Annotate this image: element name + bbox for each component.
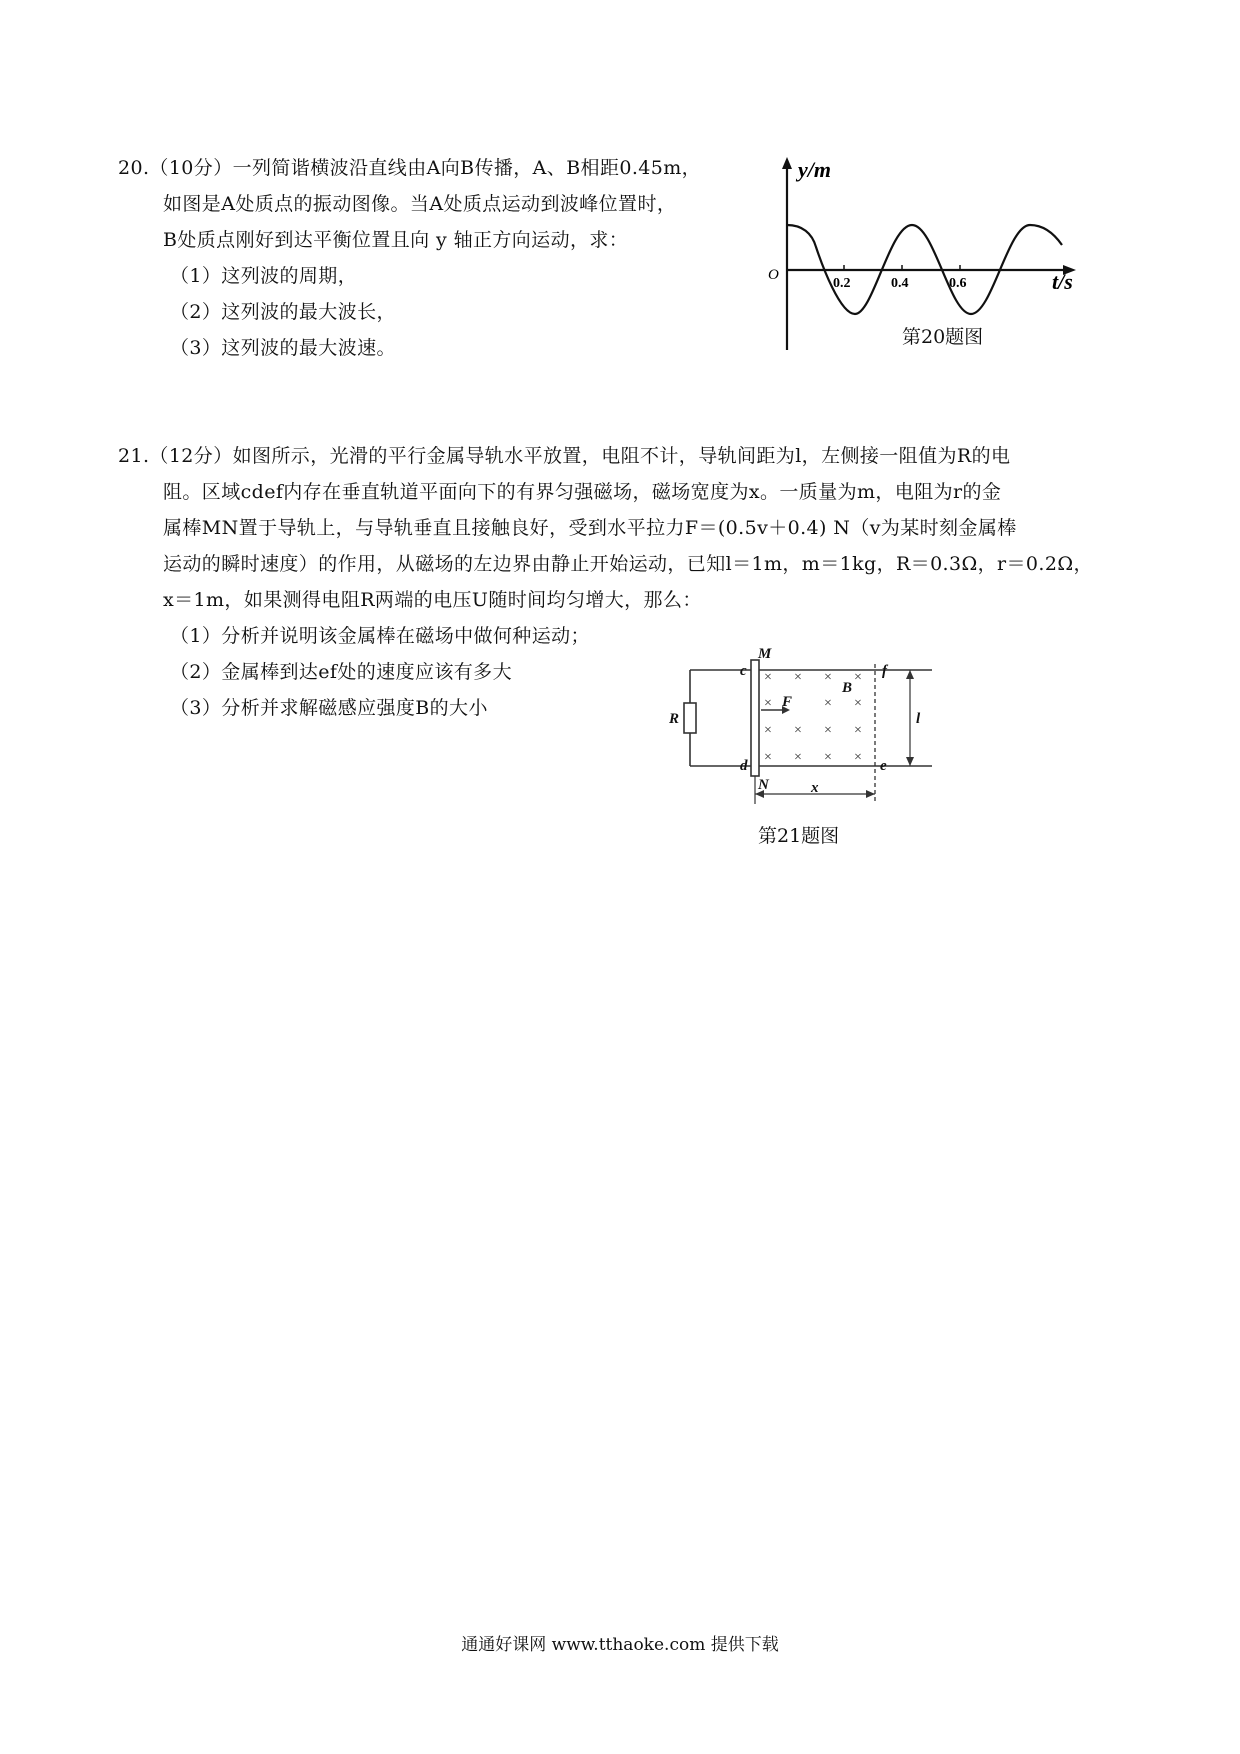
- t-axis-label: t/s: [1052, 269, 1073, 294]
- q20-line-3: B处质点刚好到达平衡位置且向 y 轴正方向运动，求：: [163, 229, 629, 251]
- label-f: f: [882, 663, 887, 679]
- metal-rod-mn: [751, 660, 759, 776]
- origin-label: O: [768, 267, 779, 283]
- field-cross: ×: [854, 723, 862, 738]
- label-e: e: [880, 758, 887, 774]
- field-cross: ×: [794, 750, 802, 765]
- label-x: x: [811, 780, 819, 796]
- q21-line-1: 21.（12分）如图所示，光滑的平行金属导轨水平放置，电阻不计，导轨间距为l，左侧接一阻值为R的电: [118, 445, 1011, 467]
- field-cross: ×: [794, 723, 802, 738]
- label-m: M: [758, 646, 772, 662]
- field-cross: ×: [794, 670, 802, 685]
- q21-figure-caption: 第21题图: [758, 825, 840, 847]
- q21-line-5: x＝1m，如果测得电阻R两端的电压U随时间均匀增大，那么：: [163, 589, 702, 611]
- label-l: l: [916, 711, 921, 727]
- field-cross: ×: [854, 750, 862, 765]
- field-cross: ×: [824, 723, 832, 738]
- label-n: N: [758, 777, 769, 793]
- field-cross: ×: [764, 723, 772, 738]
- field-cross: ×: [824, 696, 832, 711]
- resistor-r: [684, 703, 696, 733]
- field-cross: ×: [824, 670, 832, 685]
- y-axis-label: y/m: [798, 157, 831, 182]
- tick-label: 0.6: [949, 276, 967, 291]
- field-cross: ×: [764, 750, 772, 765]
- field-cross: ×: [854, 670, 862, 685]
- q21-subq-3: （3）分析并求解磁感应强度B的大小: [170, 697, 488, 719]
- q21-line-4: 运动的瞬时速度）的作用，从磁场的左边界由静止开始运动，已知l＝1m，m＝1kg，R＝0.3Ω，r＝0.2Ω，: [163, 553, 1093, 575]
- field-cross: ×: [764, 670, 772, 685]
- q21-line-3: 属棒MN置于导轨上，与导轨垂直且接触良好，受到水平拉力F＝(0.5v＋0.4) N（v为某时刻金属棒: [163, 517, 1017, 539]
- q21-subq-2: （2）金属棒到达ef处的速度应该有多大: [170, 661, 512, 683]
- q21-line-2: 阻。区域cdef内存在垂直轨道平面向下的有界匀强磁场，磁场宽度为x。一质量为m，电阻为r的金: [163, 481, 1002, 503]
- label-f-force: F: [782, 694, 793, 710]
- page-footer: 通通好课网 www.tthaoke.com 提供下载: [461, 1635, 779, 1655]
- field-cross: ×: [854, 696, 862, 711]
- tick-label: 0.2: [833, 276, 851, 291]
- q20-subq-1: （1）这列波的周期，: [170, 265, 358, 287]
- tick-label: 0.4: [891, 276, 909, 291]
- q20-figure-caption: 第20题图: [902, 326, 984, 348]
- q20-subq-3: （3）这列波的最大波速。: [170, 337, 396, 359]
- label-d: d: [740, 758, 748, 774]
- q20-line-1: 20.（10分）一列简谐横波沿直线由A向B传播，A、B相距0.45m，: [118, 157, 702, 179]
- q20-subq-2: （2）这列波的最大波长，: [170, 301, 396, 323]
- label-b: B: [842, 680, 853, 696]
- label-r: R: [669, 711, 680, 727]
- q21-subq-1: （1）分析并说明该金属棒在磁场中做何种运动；: [170, 625, 590, 647]
- field-cross: ×: [824, 750, 832, 765]
- field-cross: ×: [764, 696, 772, 711]
- label-c: c: [740, 663, 747, 679]
- q21-rail-diagram: [660, 644, 960, 824]
- q20-line-2: 如图是A处质点的振动图像。当A处质点运动到波峰位置时，: [163, 193, 677, 215]
